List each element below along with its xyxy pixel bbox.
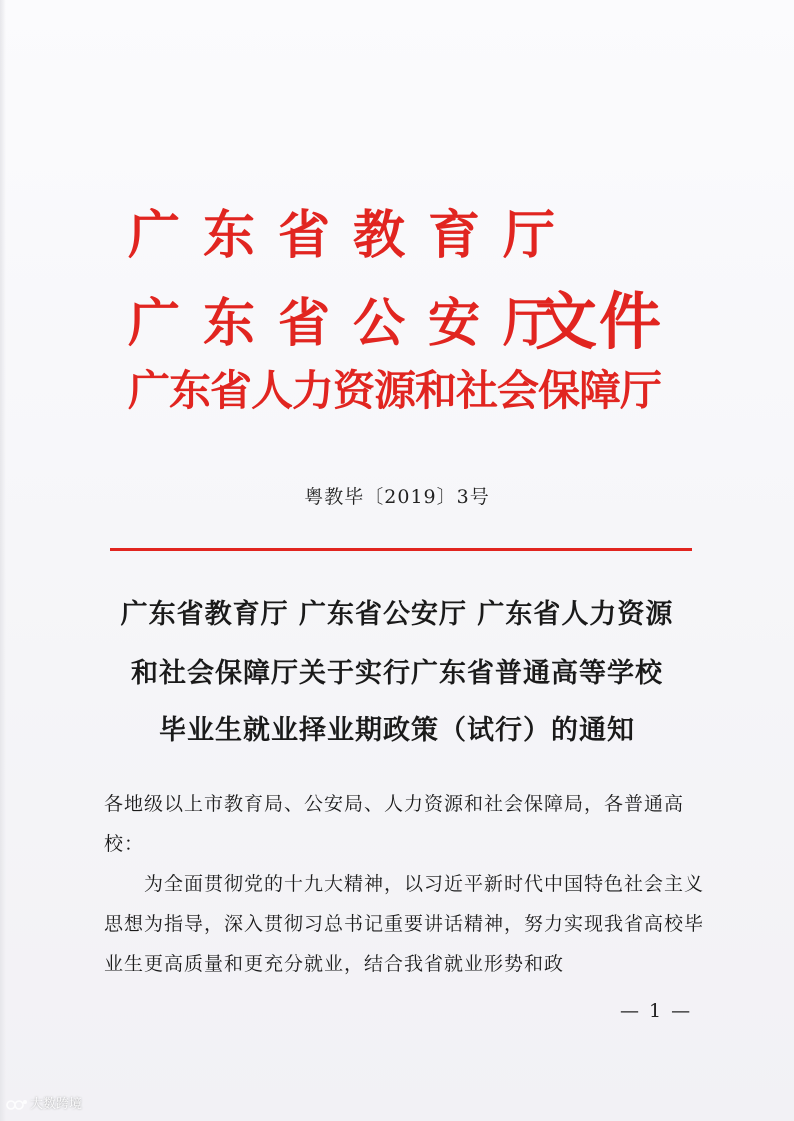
red-divider-line [110, 548, 692, 551]
watermark [6, 1093, 82, 1112]
header-issuer-public-security: 广东省公安厅 [128, 293, 579, 354]
notice-title-line-2: 和社会保障厅关于实行广东省普通高等学校 [131, 658, 663, 689]
body-paragraph: 为全面贯彻党的十九大精神，以习近平新时代中国特色社会主义思想为指导，深入贯彻习总书记重要讲话精神，努力实现我省高校毕业生更高质量和更充分就业，结合我省就业形势和政 [104, 873, 705, 975]
notice-title-line-1: 广东省教育厅 广东省公安厅 广东省人力资源 [120, 599, 674, 630]
addressees-paragraph: 各地级以上市教育局、公安局、人力资源和社会保障局，各普通高校： [104, 793, 685, 855]
watermark-logo-icon [6, 1098, 28, 1112]
notice-title-line-3: 毕业生就业择业期政策（试行）的通知 [159, 715, 635, 746]
document-number: 粤教毕〔2019〕3号 [304, 486, 490, 508]
header-issuer-education: 广东省教育厅 [128, 205, 579, 266]
page-number: — 1 — [620, 1000, 693, 1022]
watermark-text: 大数跨境 [30, 1097, 83, 1112]
header-document-suffix: 文件 [535, 285, 664, 358]
page-edge-shadow [0, 0, 6, 1121]
header-issuer-human-resources: 广东省人力资源和社会保障厅 [128, 366, 662, 415]
